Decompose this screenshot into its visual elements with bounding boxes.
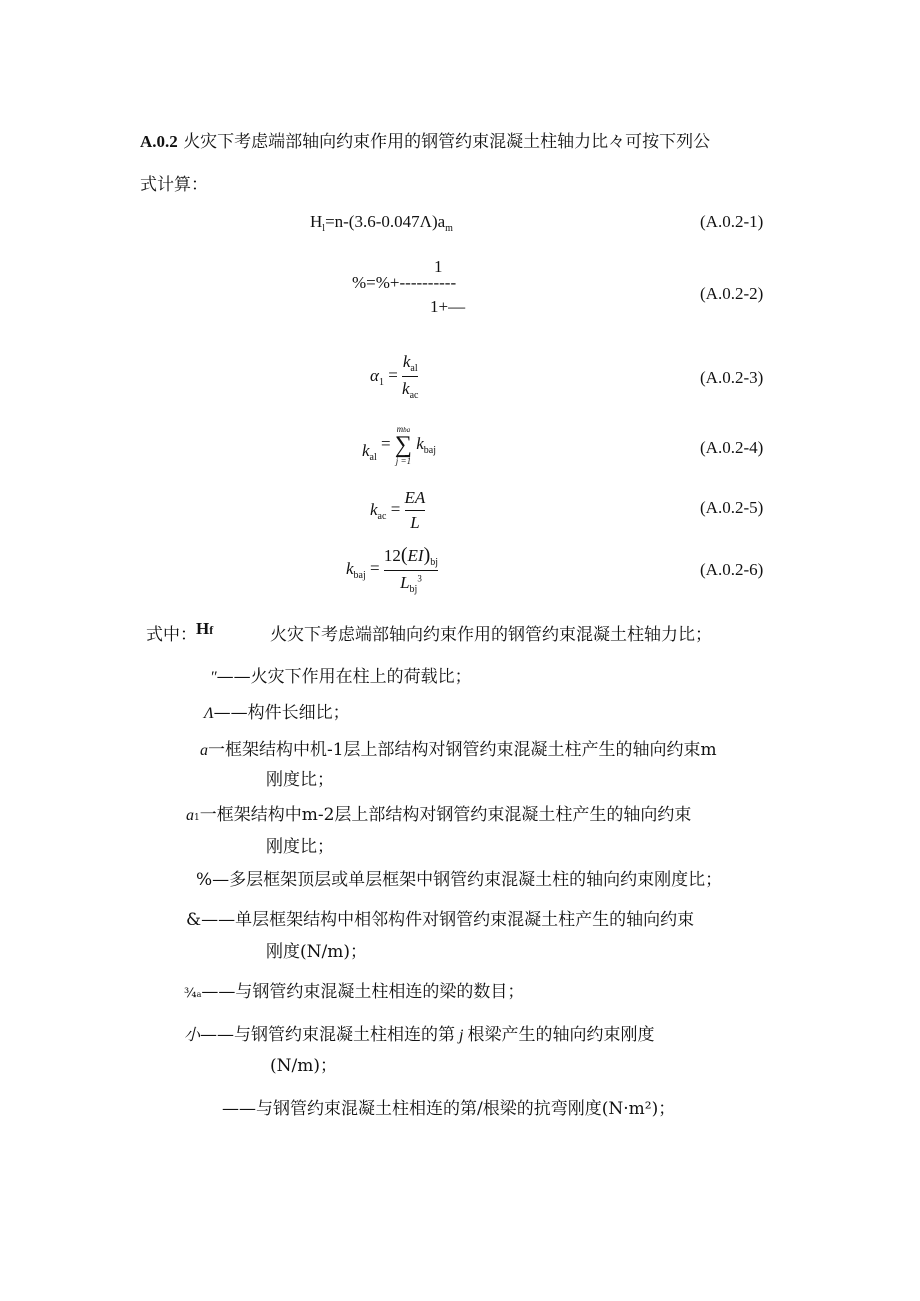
equation-2-denominator: 1+—: [430, 297, 466, 316]
equation-3-label: (A.0.2-3): [700, 368, 764, 387]
definition-lambda: Λ——构件长细比；: [204, 703, 350, 723]
equation-1: $H_l=n-(3.6-0.047\Lambda)a_m$: [310, 212, 453, 234]
definition-hf-text: 火灾下考虑端部轴向约束作用的钢管约束混凝土柱轴力比；: [270, 625, 712, 645]
definition-ampersand-cont: 刚度(N/m)；: [266, 942, 367, 962]
definition-percent: %—多层框架顶层或单层框架中钢管约束混凝土柱的轴向约束刚度比；: [196, 870, 723, 890]
equation-4: $k_{al}$ = mba ∑ j =1 $k_{baj}$: [362, 424, 436, 466]
definition-a1-cont: 刚度比；: [266, 837, 334, 857]
equation-5-label: (A.0.2-5): [700, 498, 764, 517]
definition-a: a一框架结构中机-1层上部结构对钢管约束混凝土柱产生的轴向约束m: [200, 740, 717, 760]
definition-beam-count: ¾a——与钢管约束混凝土柱相连的梁的数目；: [184, 982, 525, 1002]
equation-4-label: (A.0.2-4): [700, 438, 764, 457]
definition-a-cont: 刚度比；: [266, 770, 334, 790]
clause-number: A.0.2: [140, 132, 178, 151]
definition-ampersand: &——单层框架结构中相邻构件对钢管约束混凝土柱产生的轴向约束: [186, 910, 695, 930]
equation-1-label: (A.0.2-1): [700, 212, 764, 231]
equation-2-numerator: 1: [434, 257, 443, 276]
clause-heading: [140, 127, 710, 152]
equation-6: $k_{baj}$ = $\frac{12(EI)_{bj}}{L_{bj}^3}$: [346, 544, 439, 595]
equation-3: $\alpha_1$ = $\frac{k_{al}}{k_{ac}}$: [370, 352, 419, 401]
clause-text-line2: 式计算：: [140, 175, 208, 195]
definitions-intro: 式中：: [146, 625, 197, 645]
clause-text-line1: 火灾下考虑端部轴向约束作用的钢管约束混凝土柱轴力比々可按下列公: [183, 132, 711, 152]
equation-6-label: (A.0.2-6): [700, 560, 764, 579]
equation-2-label: (A.0.2-2): [700, 284, 764, 303]
definition-flexural-stiffness: ——与钢管约束混凝土柱相连的第/根梁的抗弯刚度(N·m²)；: [222, 1099, 676, 1119]
definition-beam-stiffness: 小——与钢管约束混凝土柱相连的第 j 根梁产生的轴向约束刚度: [184, 1025, 655, 1045]
equation-5: $k_{ac}$ = $\frac{EA}{L}$: [370, 488, 426, 532]
equation-2-main: %=%+----------: [352, 273, 457, 292]
definition-beam-stiffness-cont: (N/m)；: [270, 1056, 337, 1076]
definition-n: ″——火灾下作用在柱上的荷载比；: [210, 667, 472, 687]
definition-a1: a1一框架结构中m-2层上部结构对钢管约束混凝土柱产生的轴向约束: [186, 805, 692, 825]
definition-symbol-hf: Hf: [196, 619, 214, 638]
